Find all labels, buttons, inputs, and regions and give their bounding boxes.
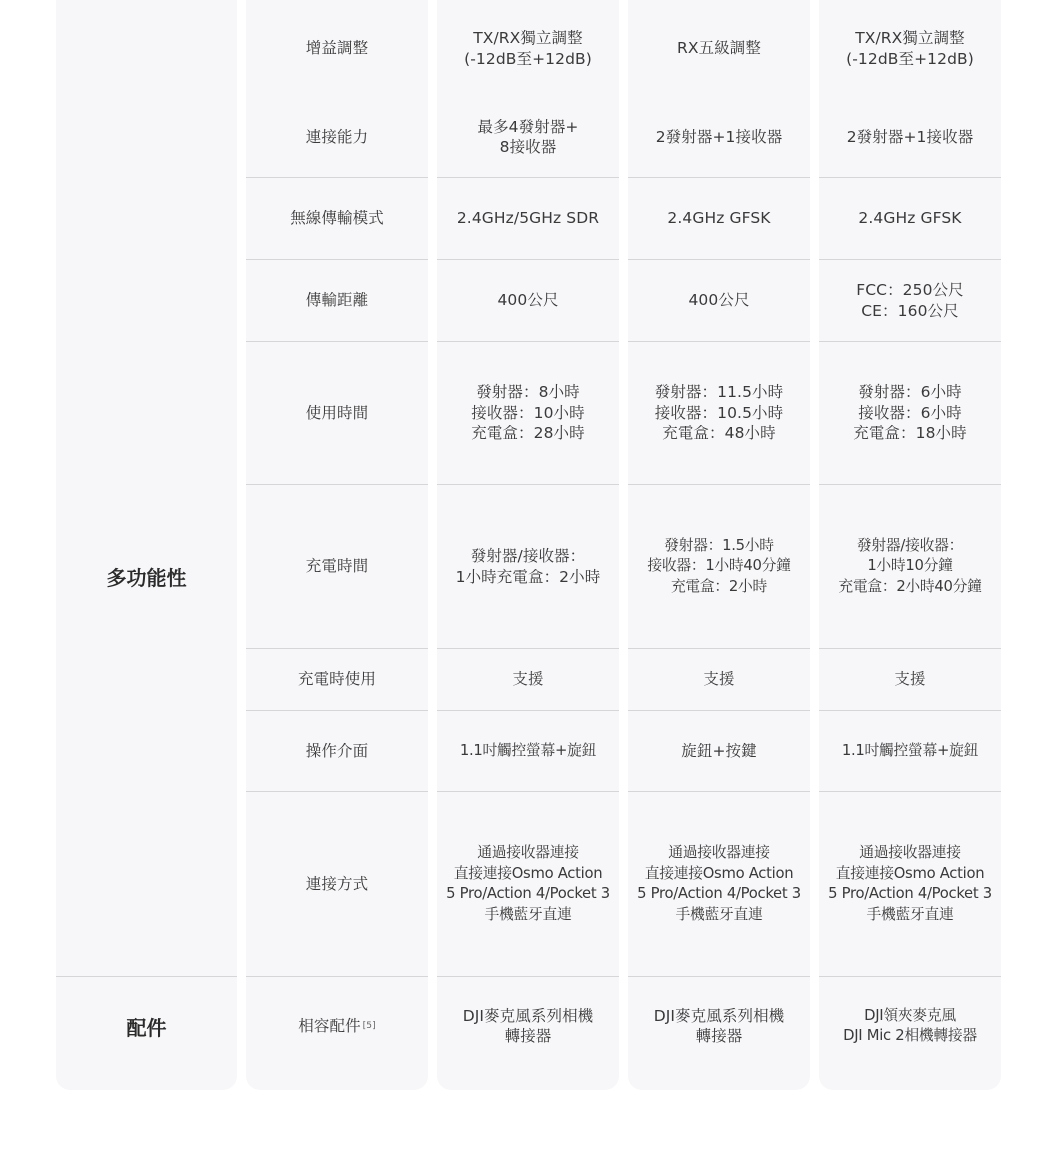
feature-label-compatible (246, 977, 428, 1075)
spec-cell: 400公尺 (497, 291, 559, 310)
feature-label-text: 相容配件 (298, 1016, 361, 1035)
spec-cell: 400公尺 (688, 291, 750, 310)
spec-cell: DJI麥克風系列相機 轉接器 (462, 1006, 594, 1045)
spec-cell: 通過接收器連接 直接連接Osmo Action 5 Pro/Action 4/Pocket 3 手機藍牙直連 (828, 844, 992, 923)
category-accessories: 配件 (126, 1015, 167, 1040)
spec-cell: DJI麥克風系列相機 轉接器 (653, 1006, 785, 1045)
feature-label: 增益調整 (305, 39, 369, 58)
spec-cell: 通過接收器連接 直接連接Osmo Action 5 Pro/Action 4/Pocket 3 手機藍牙直連 (446, 844, 610, 923)
spec-cell: 支援 (703, 670, 735, 689)
spec-cell: 1.1吋觸控螢幕+旋鈕 (841, 741, 979, 759)
feature-label: 操作介面 (305, 741, 369, 760)
spec-cell: 1.1吋觸控螢幕+旋鈕 (459, 741, 597, 759)
feature-label: 使用時間 (305, 403, 369, 422)
spec-cell: 2.4GHz/5GHz SDR (456, 209, 600, 228)
category-versatility: 多功能性 (106, 565, 187, 590)
spec-cell: 支援 (512, 670, 544, 689)
spec-cell: RX五級調整 (677, 39, 761, 58)
spec-cell: 發射器：6小時 接收器：6小時 充電盒：18小時 (853, 383, 967, 443)
spec-cell: 2發射器+1接收器 (846, 127, 974, 146)
spec-cell: 2.4GHz GFSK (667, 209, 771, 228)
spec-cell: 發射器/接收器： 1小時充電盒：2小時 (455, 547, 601, 586)
spec-cell: 發射器/接收器： 1小時10分鐘 充電盒：2小時40分鐘 (838, 536, 982, 595)
spec-cell: TX/RX獨立調整 (-12dB至+12dB) (846, 29, 974, 68)
feature-label: 無線傳輸模式 (290, 209, 384, 228)
spec-cell: 發射器：8小時 接收器：10小時 充電盒：28小時 (471, 383, 585, 443)
spec-cell: 發射器：11.5小時 接收器：10.5小時 充電盒：48小時 (654, 383, 784, 443)
spec-cell: 通過接收器連接 直接連接Osmo Action 5 Pro/Action 4/Pocket 3 手機藍牙直連 (637, 844, 801, 923)
feature-label: 充電時間 (305, 557, 369, 576)
spec-cell: FCC：250公尺 CE：160公尺 (856, 281, 964, 320)
feature-label: 傳輸距離 (305, 291, 369, 310)
feature-label: 充電時使用 (297, 670, 376, 689)
spec-cell: 旋鈕+按鍵 (681, 741, 757, 760)
footnote-marker[interactable]: [5] (362, 1020, 376, 1031)
spec-cell: 發射器：1.5小時 接收器：1小時40分鐘 充電盒：2小時 (647, 536, 791, 595)
spec-cell: 2發射器+1接收器 (655, 127, 783, 146)
spec-cell: TX/RX獨立調整 (-12dB至+12dB) (464, 29, 592, 68)
feature-label: 連接方式 (305, 874, 369, 893)
spec-cell: 支援 (894, 670, 926, 689)
spec-cell: 2.4GHz GFSK (858, 209, 962, 228)
spec-cell: 最多4發射器+ 8接收器 (477, 117, 579, 156)
feature-label: 連接能力 (305, 127, 369, 146)
spec-cell: DJI領夾麥克風 DJI Mic 2相機轉接器 (843, 1006, 977, 1044)
